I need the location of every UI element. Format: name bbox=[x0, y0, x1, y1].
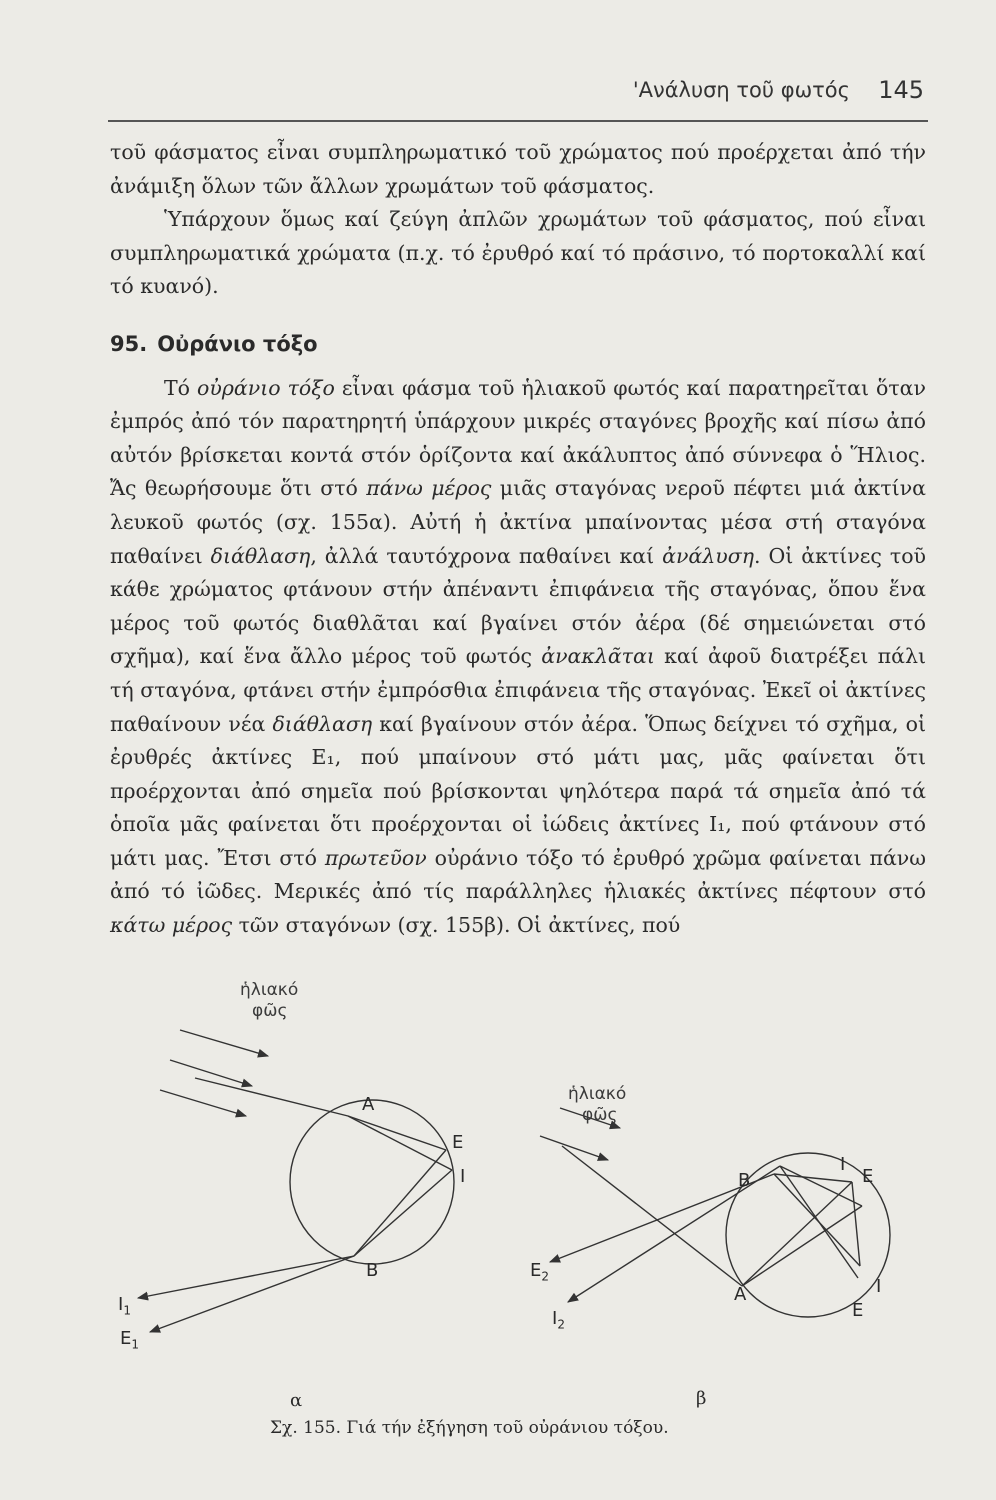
point-label: I bbox=[876, 1276, 882, 1297]
text-run: εἶναι φάσμα τοῦ ἡλιακοῦ φωτός καί παρατηρεῖται ὅταν ἐμπρός ἀπό τόν παρατηρητή ὑπάρχουν μικρές σταγόνες βροχῆς καί πίσω ἀπό αὐτόν βρίσκεται κοντά στόν ὁρίζοντα καί ἀκάλυπτος ἀπό σύννεφα ὁ Ἥλιος. Ἄς θεωρήσουμε ὅτι στό bbox=[110, 375, 926, 501]
ray-letter: E bbox=[530, 1260, 542, 1281]
ray-letter: E bbox=[120, 1328, 132, 1349]
sunlight-label-line: ἡλιακό bbox=[240, 980, 299, 1000]
text-run: Τό bbox=[164, 375, 198, 400]
italic-term: οὐράνιο τόξο bbox=[197, 375, 335, 400]
reflected-ray-I bbox=[354, 1170, 452, 1256]
point-label: E bbox=[852, 1300, 864, 1321]
italic-term: ἀνάλυση bbox=[662, 543, 755, 568]
ray-letter: I bbox=[552, 1308, 558, 1329]
point-label: B bbox=[366, 1260, 379, 1281]
body-text bbox=[110, 136, 926, 943]
text-run: καί ἀφοῦ διατρέξει πάλι τή σταγόνα, φτάνει στήν ἐμπρόσθια ἐπιφάνεια τῆς σταγόνας. Ἐκεῖ οἱ ἀκτίνες παθαίνουν νέα bbox=[110, 644, 926, 736]
text-run: μιᾶς σταγόνας νεροῦ πέφτει μιά ἀκτίνα λευκοῦ φωτός (σχ. 155α). Αὐτή ἡ ἀκτίνα μπαίνοντας μέσα στή σταγόνα παθαίνει bbox=[110, 476, 926, 568]
figure-diagram bbox=[0, 960, 996, 1460]
page-number: 145 bbox=[878, 76, 924, 104]
section-title: Οὐράνιο τόξο bbox=[157, 331, 318, 356]
section-heading bbox=[110, 328, 926, 362]
text-run: οὐράνιο τόξο τό ἐρυθρό χρῶμα φαίνεται πάνω ἀπό τό ἰῶδες. Μερικές ἀπό τίς παράλληλες ἡλιακές ἀκτίνες πέφτουν στό bbox=[110, 845, 926, 904]
refracted-ray-E bbox=[348, 1116, 446, 1150]
incoming-ray bbox=[562, 1146, 742, 1286]
italic-term: διάθλαση bbox=[210, 543, 311, 568]
figure-caption: Σχ. 155. Γιά τήν ἐξήγηση τοῦ οὐράνιου τόξου. bbox=[270, 1418, 669, 1438]
header-rule bbox=[108, 120, 928, 122]
ray-subscript: 2 bbox=[557, 1317, 565, 1332]
sunlight-label-b bbox=[568, 1084, 626, 1127]
sunlight-label-line: φῶς bbox=[582, 1105, 618, 1126]
ray-subscript: 1 bbox=[123, 1303, 131, 1318]
running-title: 'Ανάλυση τοῦ φωτός bbox=[632, 78, 850, 102]
ray-subscript: 2 bbox=[541, 1269, 550, 1284]
text-run: καί βγαίνουν στόν ἀέρα. Ὅπως δείχνει τό σχῆμα, οἱ ἐρυθρές ἀκτίνες Ε₁, πού μπαίνουν στό μάτι μας, μᾶς φαίνεται ὅτι προέρχονται ἀπό σημεῖα πού βρίσκονται ψηλότερα παρά τά σημεῖα ἀπό τά ὁποῖα μᾶς φαίνεται ὅτι προέρχονται οἱ ἰώδεις ἀκτίνες Ι₁, πού φτάνουν στό μάτι μας. Ἔτσι στό bbox=[110, 711, 926, 870]
sunlight-label-line: φῶς bbox=[252, 1001, 288, 1022]
point-label: I bbox=[460, 1166, 466, 1187]
internal-ray-b bbox=[852, 1182, 860, 1266]
point-label: B bbox=[738, 1170, 751, 1191]
refracted-ray-b bbox=[742, 1206, 862, 1286]
internal-ray-b bbox=[780, 1166, 858, 1278]
reflected-ray-b bbox=[780, 1166, 862, 1206]
ray-label bbox=[552, 1310, 565, 1331]
incoming-ray bbox=[540, 1136, 608, 1160]
sunlight-label-line: ἡλιακό bbox=[568, 1084, 627, 1104]
point-label: E bbox=[862, 1166, 874, 1187]
italic-term: πρωτεῦον bbox=[324, 845, 427, 870]
incoming-ray bbox=[160, 1090, 246, 1116]
text-run: . Οἱ ἀκτίνες τοῦ κάθε χρώματος φτάνουν στήν ἀπέναντι ἐπιφάνεια τῆς σταγόνας, ὅπου ἕνα μέρος τοῦ φωτός διαθλᾶται καί βγαίνει στόν ἀέρα (δέ σημειώνεται στό σχῆμα), καί ἕνα ἄλλο μέρος τοῦ φωτός bbox=[110, 543, 927, 669]
section-paragraph bbox=[110, 372, 926, 943]
figure-tag-b: β bbox=[696, 1388, 707, 1409]
point-label: A bbox=[362, 1094, 375, 1115]
point-label: I bbox=[840, 1154, 846, 1175]
incoming-ray bbox=[195, 1078, 348, 1116]
italic-term: διάθλαση bbox=[272, 711, 373, 736]
ray-subscript: 1 bbox=[131, 1337, 140, 1352]
incoming-ray bbox=[180, 1030, 268, 1056]
figure-155 bbox=[0, 960, 996, 1460]
point-label: E bbox=[452, 1132, 464, 1153]
text-run: τῶν σταγόνων (σχ. 155β). Οἱ ἀκτίνες, πού bbox=[232, 913, 681, 938]
paragraph-1: τοῦ φάσματος εἶναι συμπληρωματικό τοῦ χρώματος πού προέρχεται ἀπό τήν ἀνάμιξη ὅλων τῶν ἄλλων χρωμάτων τοῦ φάσματος. bbox=[110, 140, 926, 198]
outgoing-ray-I1 bbox=[138, 1256, 354, 1298]
text-run: , ἀλλά ταυτόχρονα παθαίνει καί bbox=[310, 543, 663, 568]
reflected-ray-E bbox=[354, 1150, 446, 1256]
ray-label bbox=[118, 1296, 131, 1317]
italic-term: πάνω μέρος bbox=[366, 476, 492, 501]
point-label: A bbox=[734, 1284, 747, 1305]
italic-term: κάτω μέρος bbox=[110, 913, 233, 938]
paragraph-2: Ὑπάρχουν ὅμως καί ζεύγη ἀπλῶν χρωμάτων τοῦ φάσματος, πού εἶναι συμπληρωματικά χρώματα (π.χ. τό ἐρυθρό καί τό πράσινο, τό πορτοκαλλί καί τό κυανό). bbox=[110, 207, 926, 299]
ray-label bbox=[120, 1330, 139, 1351]
figure-tag-a: α bbox=[290, 1390, 303, 1411]
section-number: 95. bbox=[110, 331, 148, 356]
ray-label bbox=[530, 1262, 549, 1283]
sunlight-label-a bbox=[240, 980, 298, 1023]
italic-term: ἀνακλᾶται bbox=[541, 644, 655, 669]
running-head bbox=[108, 78, 932, 118]
ray-letter: I bbox=[118, 1294, 124, 1315]
outgoing-ray-E1 bbox=[150, 1256, 354, 1332]
